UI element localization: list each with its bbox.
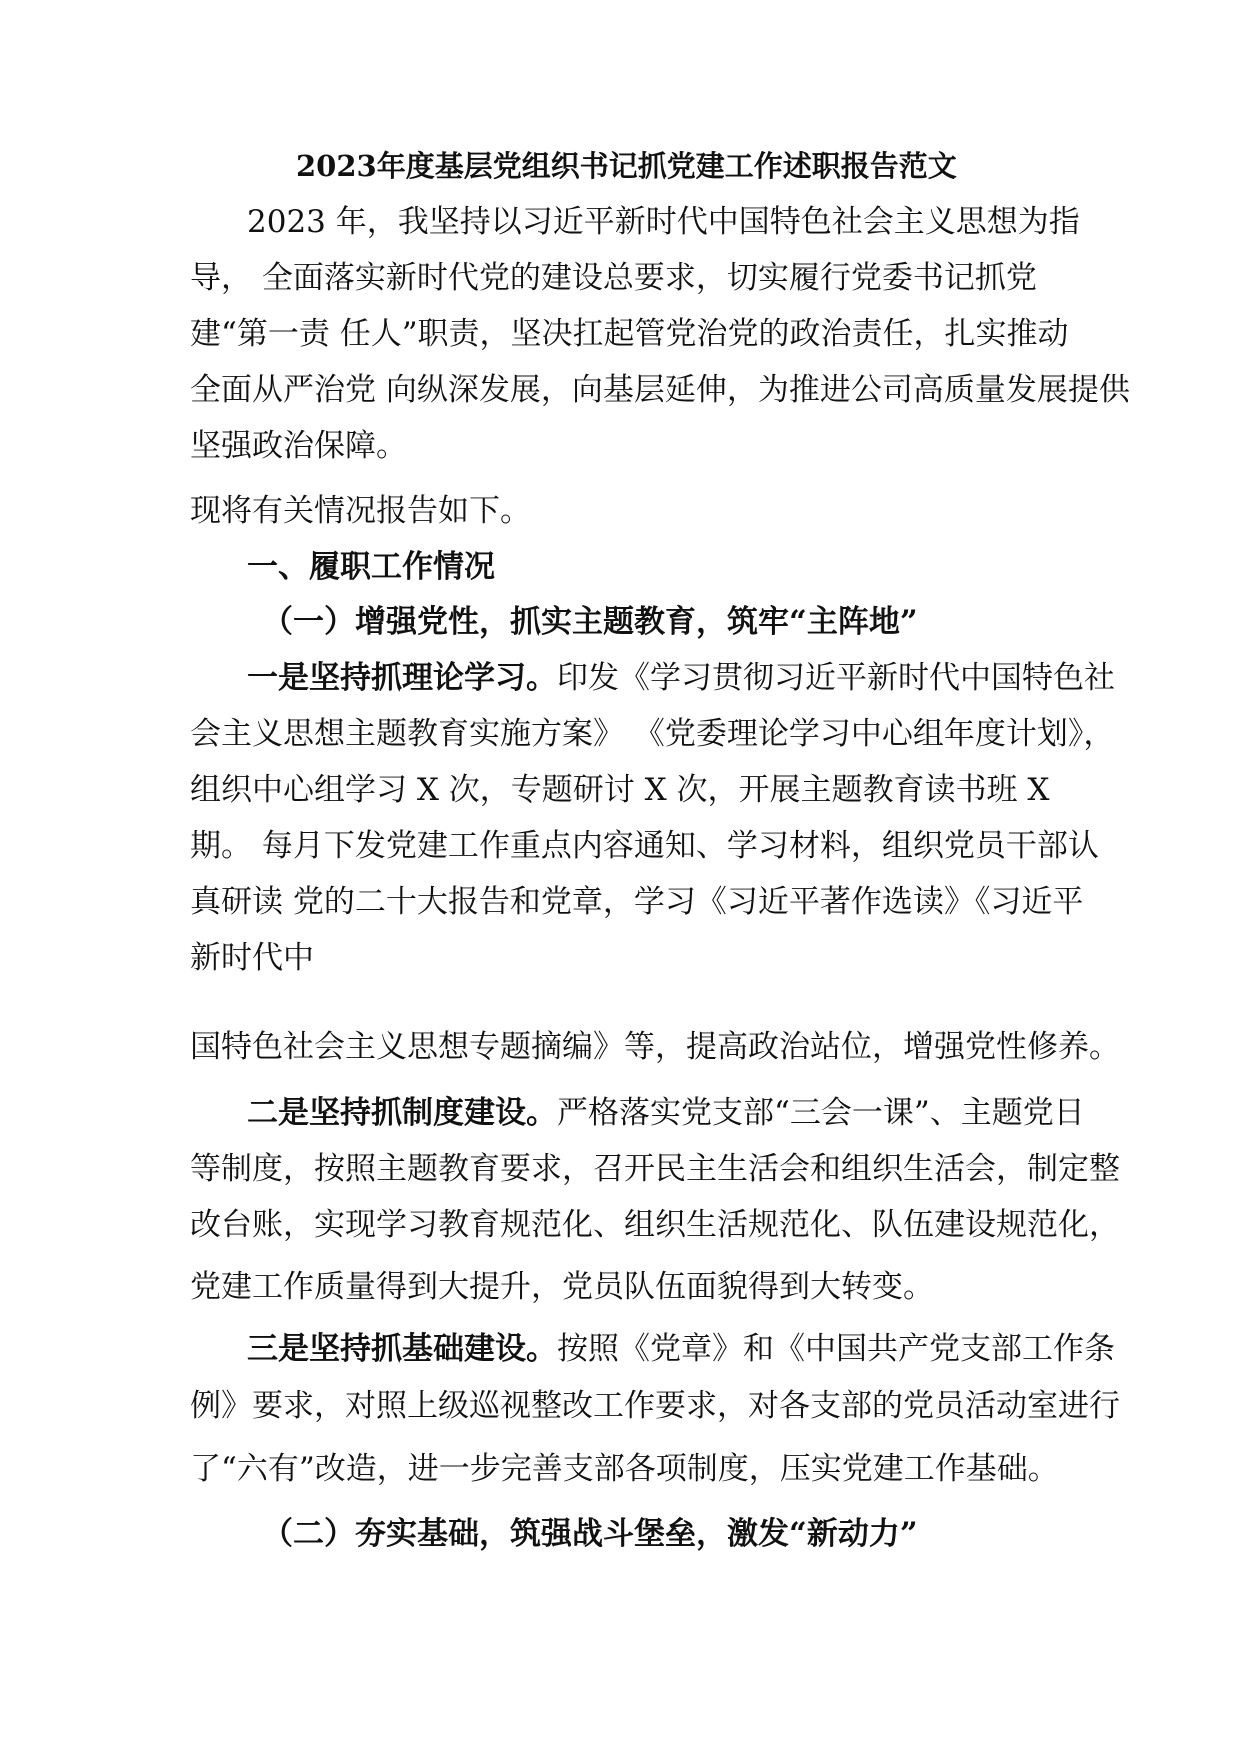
section-heading: 一、履职工作情况 bbox=[247, 549, 495, 585]
intro-line: 导， 全面落实新时代党的建设总要求，切实履行党委书记抓党 bbox=[190, 260, 1037, 296]
paragraph-text: 按照《党章》和《中国共产党支部工作条 bbox=[557, 1331, 1115, 1367]
intro-line: 坚强政治保障。 bbox=[190, 428, 407, 464]
paragraph-lead: 三是坚持抓基础建设。 bbox=[247, 1331, 557, 1367]
paragraph-text: 印发《学习贯彻习近平新时代中国特色社 bbox=[557, 660, 1115, 696]
intro-line: 2023 年，我坚持以习近平新时代中国特色社会主义思想为指 bbox=[247, 204, 1080, 240]
paragraph-line: 党建工作质量得到大提升，党员队伍面貌得到大转变。 bbox=[190, 1269, 934, 1305]
report-line: 现将有关情况报告如下。 bbox=[190, 493, 531, 529]
paragraph-line: 例》要求，对照上级巡视整改工作要求，对各支部的党员活动室进行 bbox=[190, 1388, 1120, 1424]
paragraph-lead: 一是坚持抓理论学习。 bbox=[247, 660, 557, 696]
paragraph-line bbox=[247, 658, 1115, 698]
paragraph-line: 等制度，按照主题教育要求，召开民主生活会和组织生活会，制定整 bbox=[190, 1151, 1120, 1187]
paragraph-line: 新时代中 bbox=[190, 940, 314, 976]
paragraph-line: 了“六有”改造，进一步完善支部各项制度，压实党建工作基础。 bbox=[190, 1451, 1059, 1487]
paragraph-line: 国特色社会主义思想专题摘编》等，提高政治站位，增强党性修养。 bbox=[190, 1029, 1120, 1065]
paragraph-line: 会主义思想主题教育实施方案》 《党委理论学习中心组年度计划》， bbox=[190, 716, 1115, 752]
paragraph-text: 严格落实党支部“三会一课”、主题党日 bbox=[557, 1095, 1085, 1131]
paragraph-line bbox=[247, 1093, 1085, 1133]
subsection-heading: （一）增强党性，抓实主题教育，筑牢“主阵地” bbox=[262, 604, 918, 640]
intro-line: 建“第一责 任人”职责，坚决扛起管党治党的政治责任，扎实推动 bbox=[190, 316, 1069, 352]
paragraph-line: 改台账，实现学习教育规范化、组织生活规范化、队伍建设规范化， bbox=[190, 1207, 1120, 1243]
paragraph-line bbox=[247, 1329, 1115, 1369]
paragraph-line: 组织中心组学习 X 次，专题研讨 X 次，开展主题教育读书班 X bbox=[190, 772, 1050, 808]
document-title: 2023年度基层党组织书记抓党建工作述职报告范文 bbox=[296, 149, 957, 183]
paragraph-lead: 二是坚持抓制度建设。 bbox=[247, 1095, 557, 1131]
paragraph-line: 期。 每月下发党建工作重点内容通知、学习材料，组织党员干部认 bbox=[190, 828, 1099, 864]
subsection-heading: （二）夯实基础，筑强战斗堡垒，激发“新动力” bbox=[262, 1516, 918, 1552]
intro-line: 全面从严治党 向纵深发展，向基层延伸，为推进公司高质量发展提供 bbox=[190, 372, 1130, 408]
paragraph-line: 真研读 党的二十大报告和党章，学习《习近平著作选读》《习近平 bbox=[190, 884, 1084, 920]
